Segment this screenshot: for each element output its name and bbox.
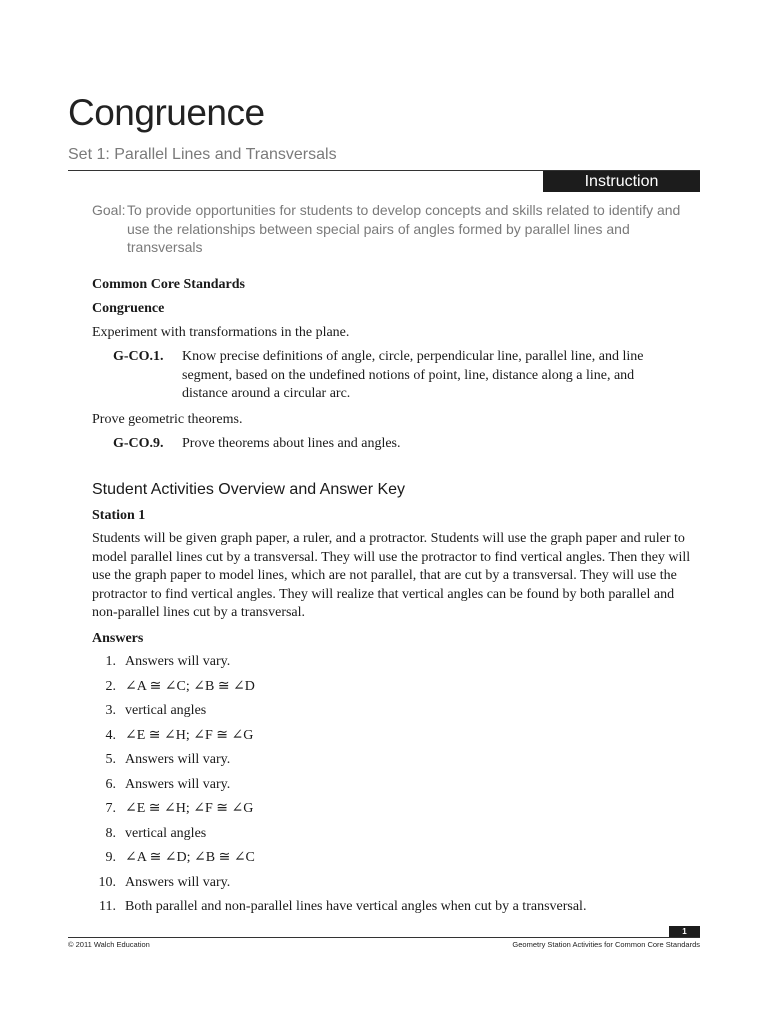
answer-number: 5. [105,752,116,767]
standards-cluster-2: Prove geometric theorems. [92,412,243,427]
goal-label: Goal: [92,202,126,218]
page-title: Congruence [68,92,265,133]
standard-description: Prove theorems about lines and angles. [182,436,401,451]
list-item [92,727,692,752]
answer-number: 1. [105,654,116,669]
answer-number: 7. [105,801,116,816]
copyright-text: © 2011 Walch Education [68,940,150,949]
standards-domain: Congruence [92,301,165,316]
answer-number: 10. [98,874,116,890]
list-item [92,874,692,899]
list-item [92,898,692,923]
standards-cluster-1: Experiment with transformations in the plane. [92,325,350,340]
answer-text: Answers will vary. [125,654,231,669]
answers-list [92,653,692,923]
answer-number: 3. [105,703,116,718]
answer-number: 8. [105,825,116,841]
answer-text: Answers will vary. [125,752,231,767]
list-item [92,776,692,801]
answer-text: Both parallel and non-parallel lines have vertical angles when cut by a transversal. [125,899,587,914]
list-item [92,849,692,874]
standard-item [113,435,693,454]
answer-text: ∠A ≅ ∠C; ∠B ≅ ∠D [125,678,255,694]
answers-heading: Answers [92,631,144,646]
footer-divider [68,937,700,938]
list-item [92,800,692,825]
answer-number: 6. [105,776,116,792]
list-item [92,702,692,727]
list-item [92,678,692,703]
answer-number: 2. [105,678,116,694]
answer-text: vertical angles [125,703,207,718]
station-heading: Station 1 [92,508,146,523]
answer-text: vertical angles [125,825,207,841]
goal-text: To provide opportunities for students to develop concepts and skills related to identify and use the relationships between special pairs of angles formed by parallel lines and transversals [127,202,681,255]
list-item [92,751,692,776]
answer-number: 11. [99,899,116,914]
instruction-tab: Instruction [543,171,700,192]
standards-heading: Common Core Standards [92,277,245,292]
answer-text: ∠E ≅ ∠H; ∠F ≅ ∠G [125,801,254,816]
standard-code: G-CO.9. [113,436,164,451]
standard-code: G-CO.1. [113,349,164,364]
answer-number: 4. [105,727,116,743]
goal-block [92,201,692,257]
list-item [92,653,692,678]
list-item [92,825,692,850]
answer-number: 9. [105,850,116,865]
page-subtitle: Set 1: Parallel Lines and Transversals [68,146,337,163]
book-title: Geometry Station Activities for Common Core Standards [512,940,700,949]
overview-heading: Student Activities Overview and Answer Key [92,481,406,498]
page-number: 1 [669,926,700,937]
answer-text: ∠A ≅ ∠D; ∠B ≅ ∠C [125,850,255,865]
standard-description: Know precise definitions of angle, circle, perpendicular line, parallel line, and line segment, based on the undefined notions of point, line, distance along a line, and distance around a circular arc. [182,349,644,402]
answer-text: ∠E ≅ ∠H; ∠F ≅ ∠G [125,727,254,743]
standard-item [113,348,693,404]
answer-text: Answers will vary. [125,776,231,792]
station-description: Students will be given graph paper, a ruler, and a protractor. Students will use the graph paper and ruler to model parallel lines cut by a transversal. They will use the protractor to find vertical angles. Then they will use the graph paper to model lines, which are not parallel, that are cut by a transversal. They will use the protractor to find vertical angles. They will realize that vertical angles can be found by both parallel and non-parallel lines cut by a transversal. [92,531,691,621]
answer-text: Answers will vary. [125,874,231,890]
